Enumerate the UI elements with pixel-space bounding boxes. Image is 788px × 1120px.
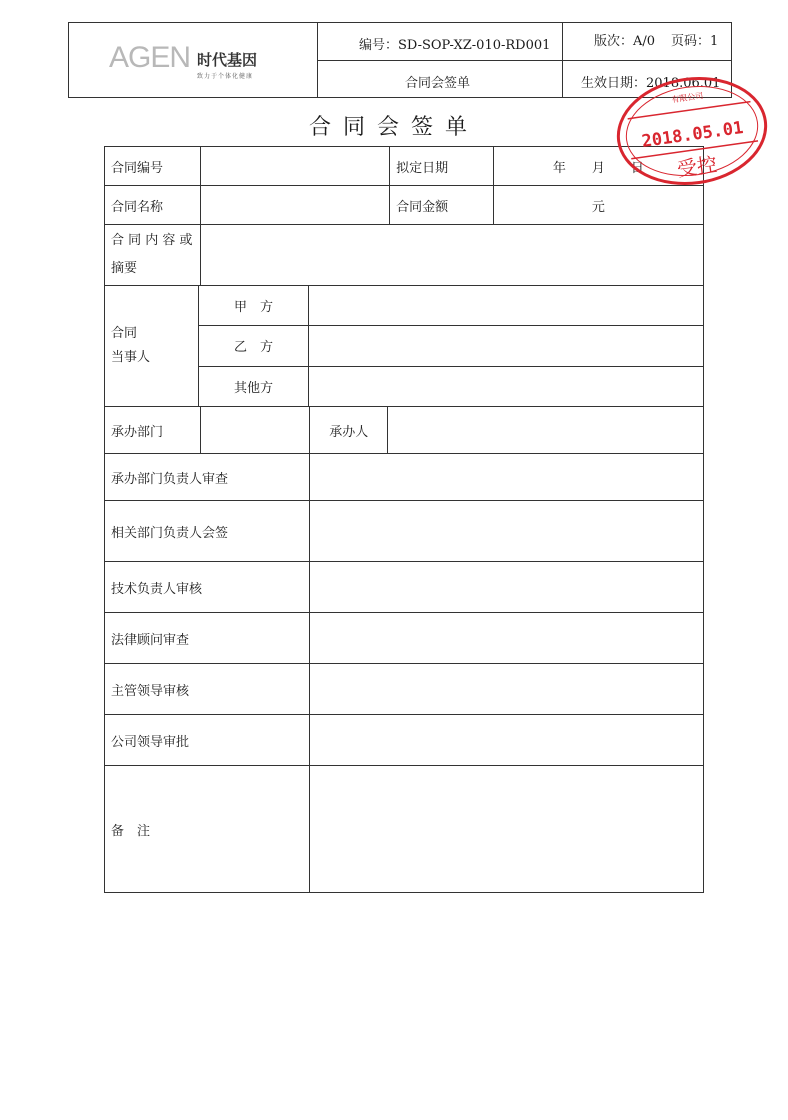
dept-head-review-label: 承办部门负责人审查	[105, 454, 310, 500]
party-b-label: 乙 方	[199, 326, 309, 365]
row-summary	[105, 225, 703, 286]
row-tech-review	[105, 562, 703, 613]
related-dept-sign-label: 相关部门负责人会签	[105, 501, 310, 561]
remarks-label: 备 注	[105, 766, 310, 892]
contract-signoff-form	[104, 146, 704, 893]
contract-name-label: 合同名称	[105, 186, 201, 224]
row-dept	[105, 407, 703, 454]
row-legal-review	[105, 613, 703, 664]
legal-review-label: 法律顾问审查	[105, 613, 310, 663]
row-dept-head-review	[105, 454, 703, 501]
party-other-field[interactable]	[309, 367, 703, 406]
contract-no-label: 合同编号	[105, 147, 201, 185]
dept-head-review-field[interactable]	[310, 454, 703, 500]
party-b-field[interactable]	[309, 326, 703, 365]
parties-label-line1: 合同	[111, 326, 138, 341]
contract-name-field[interactable]	[201, 186, 390, 224]
remarks-field[interactable]	[310, 766, 703, 892]
logo-tagline: 致力于个体化健康	[197, 73, 254, 80]
logo-wordmark: AGEN	[109, 41, 191, 74]
row-company-approval	[105, 715, 703, 766]
row-parties	[105, 286, 703, 407]
tech-review-field[interactable]	[310, 562, 703, 612]
summary-label	[105, 225, 201, 285]
company-logo	[109, 41, 258, 80]
tech-review-label: 技术负责人审核	[105, 562, 310, 612]
draft-date-label: 拟定日期	[390, 147, 494, 185]
stamp-text: 受控	[675, 151, 719, 182]
parties-label-line2: 当事人	[111, 350, 151, 365]
row-related-dept-sign	[105, 501, 703, 562]
row-supervisor-review	[105, 664, 703, 715]
dept-label: 承办部门	[105, 407, 201, 453]
summary-label-line1: 合 同 内 容 或	[111, 233, 193, 248]
doc-version: 版次：A/0	[594, 34, 656, 49]
summary-field[interactable]	[201, 225, 703, 285]
controlled-copy-stamp	[612, 70, 772, 192]
effective-date: 生效日期：2018.06.01	[581, 76, 721, 91]
stamp-date: 2018.05.01	[640, 117, 745, 152]
doc-number: 编号：SD-SOP-XZ-010-RD001	[359, 38, 551, 53]
amount-field[interactable]: 元	[591, 199, 605, 215]
amount-label: 合同金额	[390, 186, 494, 224]
company-approval-label: 公司领导审批	[105, 715, 310, 765]
summary-label-line2: 摘要	[111, 261, 138, 276]
doc-page: 页码：1	[671, 34, 719, 49]
company-approval-field[interactable]	[310, 715, 703, 765]
party-a-label: 甲 方	[199, 286, 309, 325]
draft-date-field[interactable]: 年 月 日	[552, 160, 644, 176]
handler-label: 承办人	[310, 407, 388, 453]
legal-review-field[interactable]	[310, 613, 703, 663]
doc-name: 合同会签单	[405, 76, 471, 91]
row-remarks	[105, 766, 703, 892]
parties-label	[105, 286, 199, 406]
supervisor-review-label: 主管领导审核	[105, 664, 310, 714]
dept-field[interactable]	[201, 407, 311, 453]
handler-field[interactable]	[388, 407, 703, 453]
related-dept-sign-field[interactable]	[310, 501, 703, 561]
party-other-label: 其他方	[199, 367, 309, 406]
logo-chinese-name: 时代基因	[197, 51, 258, 69]
stamp-ring-text: 有限公司	[670, 91, 704, 105]
supervisor-review-field[interactable]	[310, 664, 703, 714]
party-a-field[interactable]	[309, 286, 703, 325]
page-title: 合同会签单	[308, 115, 479, 140]
contract-no-field[interactable]	[201, 147, 390, 185]
